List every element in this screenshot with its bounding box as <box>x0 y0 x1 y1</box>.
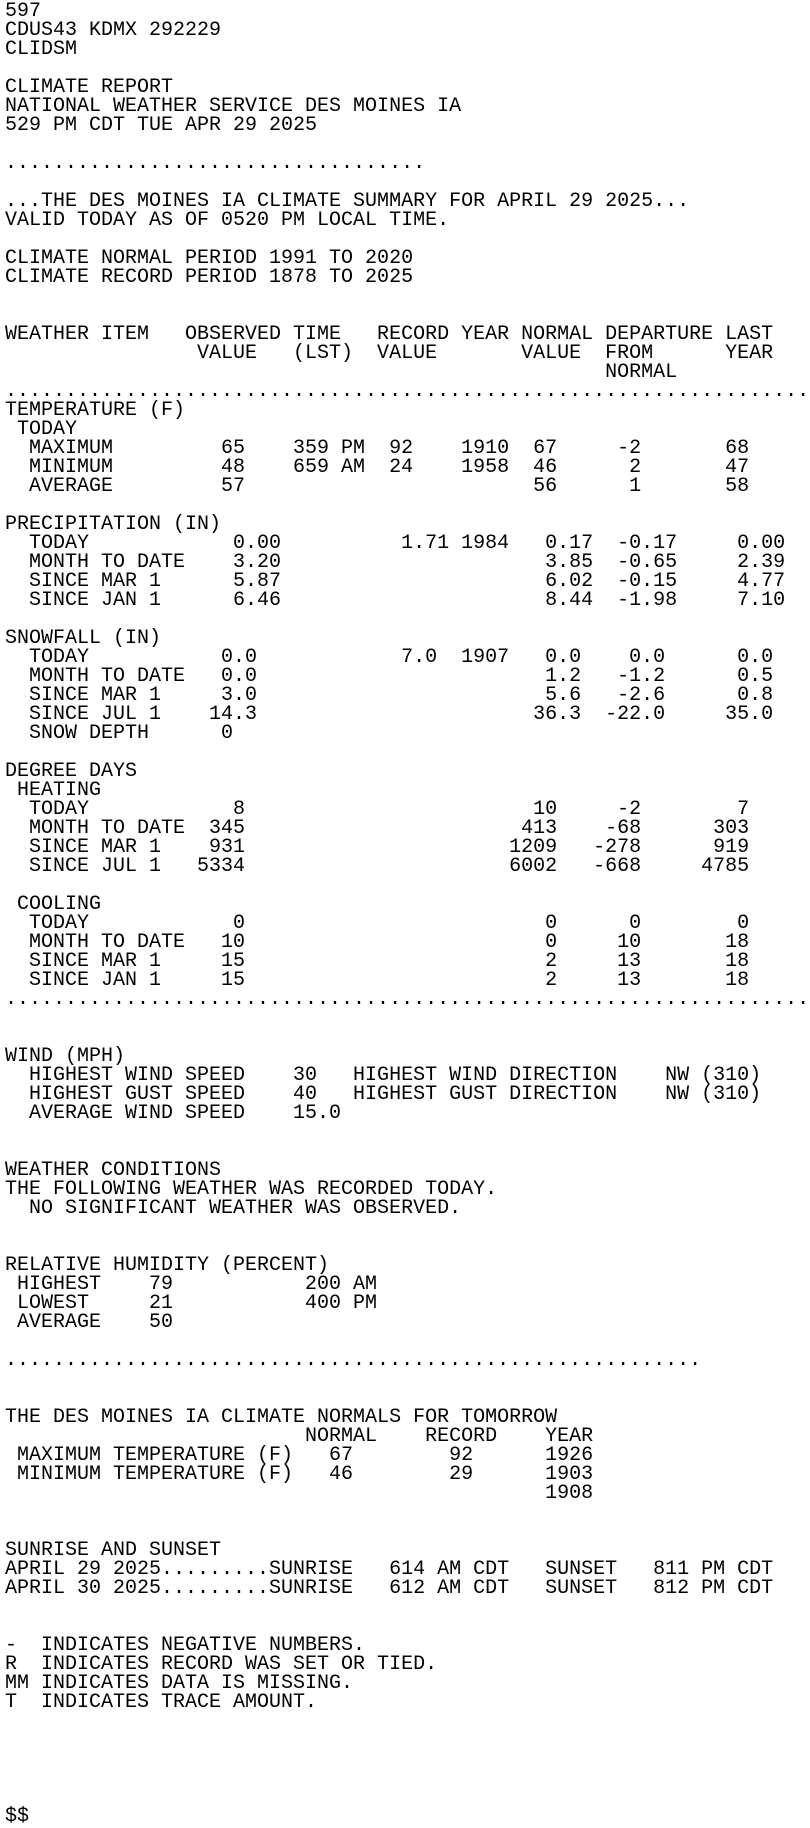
report-line <box>5 876 810 895</box>
report-line: COOLING <box>5 893 102 916</box>
report-line: APRIL 29 2025.........SUNRISE 614 AM CDT SUNSET 811 PM CDT <box>5 1558 774 1581</box>
report-line: $$ <box>5 1805 30 1828</box>
report-line: ...THE DES MOINES IA CLIMATE SUMMARY FOR APRIL 29 2025... <box>5 190 690 213</box>
report-line: SUNRISE AND SUNSET <box>5 1539 222 1562</box>
report-line: MINIMUM TEMPERATURE (F) 46 29 1903 <box>5 1463 594 1486</box>
report-line: SNOWFALL (IN) <box>5 627 162 650</box>
report-line: 597 <box>5 0 42 23</box>
report-line <box>5 1750 810 1769</box>
report-line <box>5 1009 810 1028</box>
report-line: HIGHEST 79 200 AM <box>5 1273 378 1296</box>
report-line: TODAY 8 10 -2 7 <box>5 798 750 821</box>
report-line: AVERAGE 57 56 1 58 <box>5 475 750 498</box>
report-line <box>5 1123 810 1142</box>
report-line: HIGHEST GUST SPEED 40 HIGHEST GUST DIRECTION NW (310) <box>5 1083 762 1106</box>
report-line: NORMAL RECORD YEAR <box>5 1425 594 1448</box>
report-line: SINCE JAN 1 6.46 8.44 -1.98 7.10 <box>5 589 786 612</box>
report-line: ................................................................... <box>5 380 810 403</box>
report-line: MONTH TO DATE 345 413 -68 303 <box>5 817 750 840</box>
report-line: MAXIMUM TEMPERATURE (F) 67 92 1926 <box>5 1444 594 1467</box>
report-line: R INDICATES RECORD WAS SET OR TIED. <box>5 1653 438 1676</box>
report-line: HEATING <box>5 779 102 802</box>
report-line: AVERAGE 50 <box>5 1311 174 1334</box>
report-line: MM INDICATES DATA IS MISSING. <box>5 1672 354 1695</box>
report-line: VALUE (LST) VALUE VALUE FROM YEAR <box>5 342 774 365</box>
report-line <box>5 1769 810 1788</box>
report-line: .......................................................... <box>5 1349 702 1372</box>
report-line: APRIL 30 2025.........SUNRISE 612 AM CDT SUNSET 812 PM CDT <box>5 1577 774 1600</box>
report-line <box>5 1370 810 1389</box>
report-line: NATIONAL WEATHER SERVICE DES MOINES IA <box>5 95 462 118</box>
report-line: MONTH TO DATE 0.0 1.2 -1.2 0.5 <box>5 665 774 688</box>
report-line: CLIMATE REPORT <box>5 76 174 99</box>
report-line: TODAY 0.00 1.71 1984 0.17 -0.17 0.00 <box>5 532 786 555</box>
report-line <box>5 1503 810 1522</box>
report-line: PRECIPITATION (IN) <box>5 513 222 536</box>
report-line: SINCE MAR 1 931 1209 -278 919 <box>5 836 750 859</box>
report-line: MONTH TO DATE 3.20 3.85 -0.65 2.39 <box>5 551 786 574</box>
report-line: TODAY 0.0 7.0 1907 0.0 0.0 0.0 <box>5 646 774 669</box>
report-line: ................................................................... <box>5 988 810 1011</box>
report-line <box>5 1712 810 1731</box>
report-line: LOWEST 21 400 PM <box>5 1292 378 1315</box>
report-line: MINIMUM 48 659 AM 24 1958 46 2 47 <box>5 456 750 479</box>
report-line: SINCE JUL 1 14.3 36.3 -22.0 35.0 <box>5 703 774 726</box>
report-line: THE DES MOINES IA CLIMATE NORMALS FOR TOMORROW <box>5 1406 558 1429</box>
report-line: WEATHER CONDITIONS <box>5 1159 222 1182</box>
report-line: MAXIMUM 65 359 PM 92 1910 67 -2 68 <box>5 437 750 460</box>
report-line: MONTH TO DATE 10 0 10 18 <box>5 931 750 954</box>
report-line <box>5 1731 810 1750</box>
report-line: VALID TODAY AS OF 0520 PM LOCAL TIME. <box>5 209 450 232</box>
report-line: SINCE MAR 1 15 2 13 18 <box>5 950 750 973</box>
report-line: SINCE JUL 1 5334 6002 -668 4785 <box>5 855 750 878</box>
report-line: NORMAL <box>5 361 678 384</box>
report-line: NO SIGNIFICANT WEATHER WAS OBSERVED. <box>5 1197 462 1220</box>
report-line: THE FOLLOWING WEATHER WAS RECORDED TODAY. <box>5 1178 498 1201</box>
report-line: SNOW DEPTH 0 <box>5 722 234 745</box>
report-line: WIND (MPH) <box>5 1045 126 1068</box>
report-line <box>5 287 810 306</box>
report-line: SINCE MAR 1 5.87 6.02 -0.15 4.77 <box>5 570 786 593</box>
report-line: T INDICATES TRACE AMOUNT. <box>5 1691 318 1714</box>
report-line: AVERAGE WIND SPEED 15.0 <box>5 1102 342 1125</box>
report-line: CLIDSM <box>5 38 78 61</box>
report-line: DEGREE DAYS <box>5 760 138 783</box>
report-line: TODAY <box>5 418 78 441</box>
report-line <box>5 1028 810 1047</box>
report-line: 529 PM CDT TUE APR 29 2025 <box>5 114 318 137</box>
report-line: CDUS43 KDMX 292229 <box>5 19 222 42</box>
report-line: CLIMATE RECORD PERIOD 1878 TO 2025 <box>5 266 414 289</box>
report-line: - INDICATES NEGATIVE NUMBERS. <box>5 1634 366 1657</box>
report-line: TODAY 0 0 0 0 <box>5 912 750 935</box>
report-line <box>5 1598 810 1617</box>
report-line: CLIMATE NORMAL PERIOD 1991 TO 2020 <box>5 247 414 270</box>
report-line <box>5 1218 810 1237</box>
report-line: SINCE MAR 1 3.0 5.6 -2.6 0.8 <box>5 684 774 707</box>
report-line: RELATIVE HUMIDITY (PERCENT) <box>5 1254 330 1277</box>
report-line: WEATHER ITEM OBSERVED TIME RECORD YEAR NORMAL DEPARTURE LAST <box>5 323 774 346</box>
report-line: 1908 <box>5 1482 594 1505</box>
report-line: HIGHEST WIND SPEED 30 HIGHEST WIND DIRECTION NW (310) <box>5 1064 762 1087</box>
report-line: TEMPERATURE (F) <box>5 399 186 422</box>
report-line: SINCE JAN 1 15 2 13 18 <box>5 969 750 992</box>
report-line: ................................... <box>5 152 426 175</box>
report-line <box>5 1788 810 1807</box>
